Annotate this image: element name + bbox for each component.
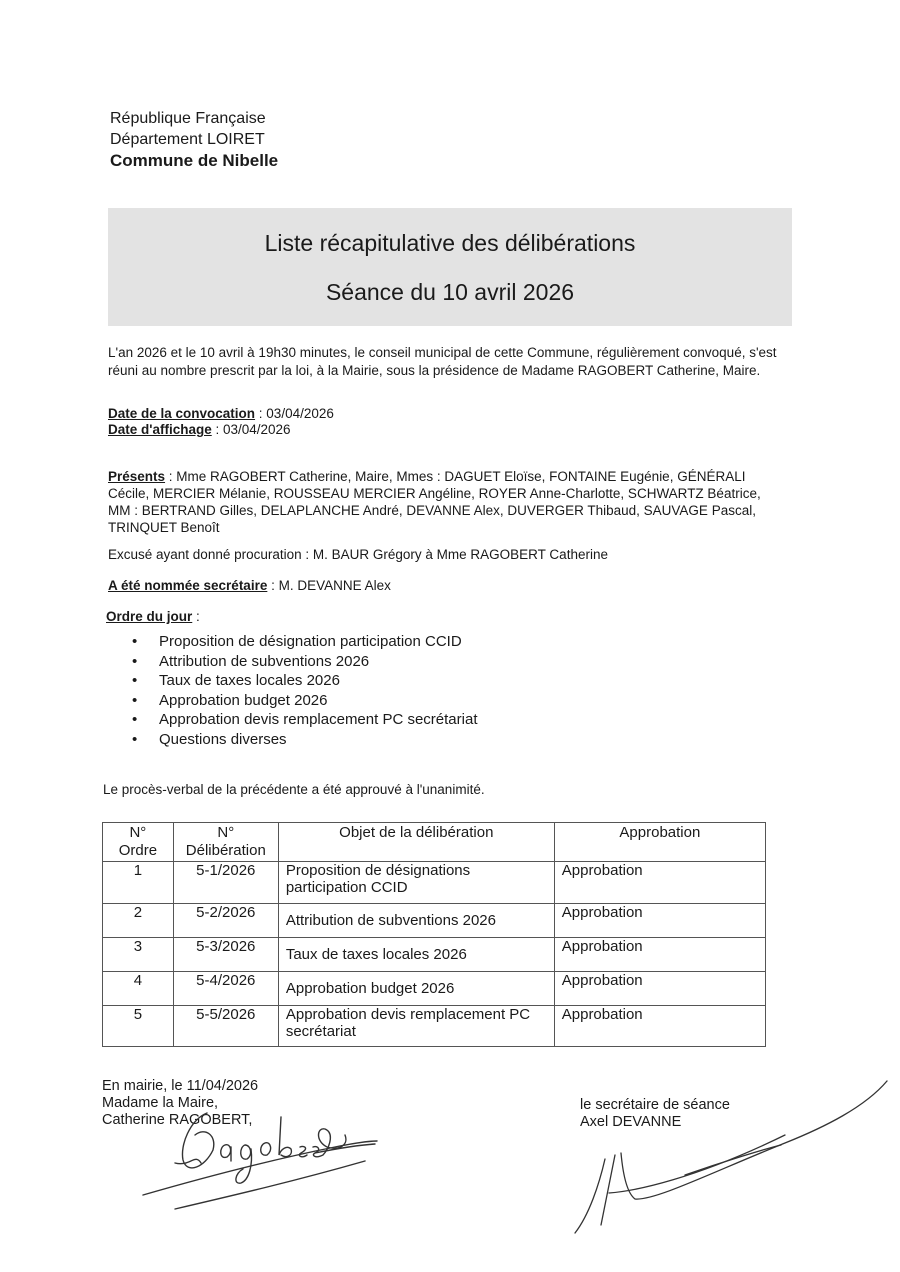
ordre-du-jour-heading [106, 609, 200, 624]
cell-objet: Approbation budget 2026 [278, 972, 554, 1006]
header-deliberation [173, 823, 278, 862]
cell-ordre: 3 [103, 938, 174, 972]
ordre-du-jour-list [132, 632, 478, 750]
table-row [103, 1006, 766, 1047]
session-title: Séance du 10 avril 2026 [325, 279, 575, 305]
secretary-name: Axel DEVANNE [580, 1114, 682, 1130]
secretaire-label: A été nommée secrétaire [108, 578, 268, 593]
convocation-label: Date de la convocation [108, 406, 256, 421]
secretaire-line [108, 578, 391, 593]
affichage-value: : 03/04/2026 [211, 422, 291, 437]
title-banner [108, 208, 792, 326]
cell-approbation: Approbation [554, 1006, 765, 1047]
mairie-title: Madame la Maire, [102, 1095, 219, 1111]
cell-ordre: 4 [103, 972, 174, 1006]
affichage-label: Date d'affichage [108, 422, 212, 437]
excuse-line: Excusé ayant donné procuration : M. BAUR Grégory à Mme RAGOBERT Catherine [108, 547, 608, 562]
cell-objet-line-2: participation CCID [285, 879, 408, 896]
mayor-signature-icon [135, 1105, 395, 1215]
intro-line-2: réuni au nombre prescrit par la loi, à la Mairie, sous la présidence de Madame RAGOBERT Catherine, Maire. [108, 363, 761, 378]
cell-objet-line-2: secrétariat [285, 1023, 356, 1040]
commune-label: Commune de Nibelle [110, 151, 279, 170]
cell-ordre: 2 [103, 904, 174, 938]
cell-objet [278, 1006, 554, 1047]
list-item: • Approbation devis remplacement PC secrétariat [132, 710, 478, 730]
deliberations-table [102, 822, 766, 1047]
document-title: Liste récapitulative des délibérations [264, 230, 636, 256]
mairie-date: En mairie, le 11/04/2026 [102, 1078, 259, 1094]
dates-block [108, 406, 334, 438]
cell-objet [278, 862, 554, 904]
cell-num: 5-1/2026 [173, 862, 278, 904]
convocation-date [108, 406, 334, 422]
cell-approbation: Approbation [554, 904, 765, 938]
header-delib-line-2: Délibération [185, 842, 266, 859]
header-objet: Objet de la délibération [278, 823, 554, 862]
cell-approbation: Approbation [554, 972, 765, 1006]
cell-num: 5-3/2026 [173, 938, 278, 972]
secretary-title: le secrétaire de séance [580, 1097, 730, 1113]
affichage-date [108, 422, 334, 438]
secretaire-value: : M. DEVANNE Alex [267, 578, 391, 593]
ordre-suffix: : [192, 609, 200, 624]
table-row [103, 862, 766, 904]
table-row [103, 972, 766, 1006]
intro-paragraph [108, 344, 798, 380]
secretary-signature-icon [565, 1075, 895, 1245]
header-ordre-line-1: N° [129, 824, 147, 841]
cell-approbation: Approbation [554, 862, 765, 904]
convocation-value: : 03/04/2026 [255, 406, 334, 421]
table-row [103, 938, 766, 972]
presents-label: Présents [108, 469, 166, 484]
list-item: • Proposition de désignation participation CCID [132, 632, 478, 652]
cell-objet-line-1: Proposition de désignations [285, 862, 471, 879]
pv-statement: Le procès-verbal de la précédente a été approuvé à l'unanimité. [103, 782, 485, 797]
intro-line-1: L'an 2026 et le 10 avril à 19h30 minutes, le conseil municipal de cette Commune, régulièrement convoqué, s'est [108, 345, 777, 360]
header-ordre-line-2: Ordre [118, 842, 158, 859]
list-item: • Approbation budget 2026 [132, 691, 478, 711]
presents-line-1 [108, 468, 788, 485]
cell-ordre: 1 [103, 862, 174, 904]
ordre-label: Ordre du jour [106, 609, 193, 624]
document-header [110, 108, 278, 171]
list-item: • Attribution de subventions 2026 [132, 652, 478, 672]
table-header-row [103, 823, 766, 862]
cell-objet: Taux de taxes locales 2026 [278, 938, 554, 972]
table-row [103, 904, 766, 938]
presents-block [108, 468, 788, 536]
cell-num: 5-4/2026 [173, 972, 278, 1006]
cell-num: 5-5/2026 [173, 1006, 278, 1047]
mairie-name: Catherine RAGOBERT, [102, 1112, 253, 1128]
republic-label: République Française [110, 110, 266, 127]
list-item: • Questions diverses [132, 730, 478, 750]
cell-ordre: 5 [103, 1006, 174, 1047]
presents-line-4: TRINQUET Benoît [108, 520, 220, 535]
header-approbation: Approbation [554, 823, 765, 862]
department-label: Département LOIRET [110, 131, 265, 148]
cell-objet-line-1: Approbation devis remplacement PC [285, 1006, 531, 1023]
presents-line-3: MM : BERTRAND Gilles, DELAPLANCHE André, DEVANNE Alex, DUVERGER Thibaud, SAUVAGE Pascal, [108, 503, 756, 518]
cell-objet: Attribution de subventions 2026 [278, 904, 554, 938]
cell-num: 5-2/2026 [173, 904, 278, 938]
header-ordre [103, 823, 174, 862]
presents-line-2: Cécile, MERCIER Mélanie, ROUSSEAU MERCIER Angéline, ROYER Anne-Charlotte, SCHWARTZ Béatrice, [108, 486, 761, 501]
presents-line-1-text: : Mme RAGOBERT Catherine, Maire, Mmes : DAGUET Eloïse, FONTAINE Eugénie, GÉNÉRALI [165, 469, 746, 484]
cell-approbation: Approbation [554, 938, 765, 972]
header-delib-line-1: N° [217, 824, 235, 841]
list-item: • Taux de taxes locales 2026 [132, 671, 478, 691]
